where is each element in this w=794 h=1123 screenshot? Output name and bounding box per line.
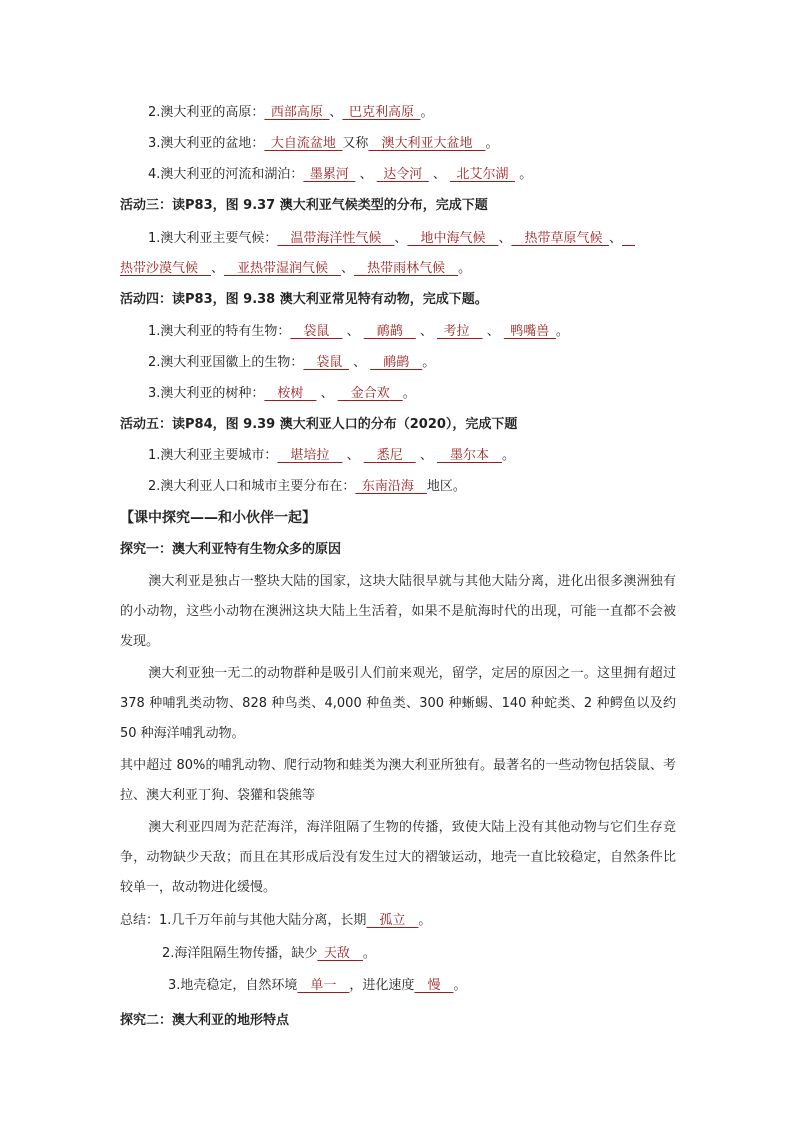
blank-emblem-kangaroo: 袋鼠 (316, 355, 343, 370)
activity4-title: 活动四：读P83，图 9.38 澳大利亚常见特有动物，完成下题。 (120, 292, 488, 307)
blank-great-artesian-basin: 大自流盆地 (270, 136, 336, 151)
basin-line: 3.澳大利亚的盆地： 大自流盆地 又称 澳大利亚大盆地 。 (148, 136, 499, 151)
explore1-paragraph-1: 澳大利亚是独占一整块大陆的国家，这块大陆很早就与其他大陆分离，进化出很多澳洲独有的小动物，这些小动物在澳洲这块大陆上生活着，如果不是航海时代的出现，可能一直都不会被发现。 (120, 574, 676, 649)
section-title: 【课中探究——和小伙伴一起】 (120, 510, 316, 526)
explore1-paragraph-4: 澳大利亚四周为茫茫海洋，海洋阻隔了生物的传播，致使大陆上没有其他动物与它们生存竞争，动物缺少天敌；而且在其形成后没有发生过大的褶皱运动，地壳一直比较稳定，自然条件比较单一，故动物进化缓慢。 (120, 820, 676, 895)
blank-climate-5: 亚热带湿润气候 (237, 261, 329, 276)
blank-emu: 鸸鹋 (376, 324, 403, 339)
blank-acacia: 金合欢 (350, 386, 390, 401)
emblem-line: 2.澳大利亚国徽上的生物： 袋鼠 、 鸸鹋 。 (148, 355, 436, 370)
rivers-line: 4.澳大利亚的河流和湖泊： 墨累河 、 达令河 、 北艾尔湖 。 (148, 167, 533, 182)
explore2-title: 探究二：澳大利亚的地形特点 (120, 1013, 290, 1028)
blank-sydney: 悉尼 (376, 448, 403, 463)
climate-line-1: 1.澳大利亚主要气候： 温带海洋性气候 、 地中海气候 、 热带草原气候 、 (148, 231, 622, 246)
blank-australian-basin: 澳大利亚大盆地 (381, 136, 473, 151)
blank-platypus: 鸭嘴兽 (510, 324, 550, 339)
trees-line: 3.澳大利亚的树种： 桉树 、 金合欢 。 (148, 386, 416, 401)
blank-emblem-emu: 鸸鹋 (383, 355, 410, 370)
blank-climate-6: 热带雨林气候 (367, 261, 446, 276)
cities-line: 1.澳大利亚主要城市： 堪培拉 、 悉尼 、 墨尔本 。 (148, 448, 516, 463)
plateau-line: 2.澳大利亚的高原： 西部高原 、 巴克利高原 。 (148, 105, 434, 120)
blank-melbourne: 墨尔本 (450, 448, 490, 463)
blank-slow: 慢 (427, 978, 441, 993)
blank-kangaroo: 袋鼠 (303, 324, 330, 339)
explore1-paragraph-3: 其中超过 80%的哺乳动物、爬行动物和蛙类为澳大利亚所独有。最著名的一些动物包括袋鼠、考拉、澳大利亚丁狗、袋獾和袋熊等 (120, 758, 676, 803)
blank-isolated: 孤立 (379, 913, 406, 928)
blank-climate-2: 地中海气候 (420, 231, 486, 246)
blank-canberra: 堪培拉 (290, 448, 330, 463)
blank-climate-3: 热带草原气候 (524, 231, 603, 246)
blank-southeast-coast: 东南沿海 (361, 479, 414, 494)
population-line: 2.澳大利亚人口和城市主要分布在： 东南沿海 地区。 (148, 479, 466, 494)
summary-line-2: 2.海洋阻隔生物传播，缺少 天敌 。 (162, 946, 376, 961)
activity5-title: 活动五：读P84，图 9.39 澳大利亚人口的分布（2020），完成下题 (120, 417, 518, 432)
summary-line-3: 3.地壳稳定，自然环境 单一 ，进化速度 慢 。 (168, 978, 467, 993)
blank-darling-river: 达令河 (383, 167, 423, 182)
blank-climate-1: 温带海洋性气候 (290, 231, 382, 246)
blank-barkly-plateau: 巴克利高原 (348, 105, 414, 120)
blank-single: 单一 (310, 978, 337, 993)
blank-koala: 考拉 (443, 324, 470, 339)
blank-eucalyptus: 桉树 (277, 386, 304, 401)
blank-western-plateau: 西部高原 (270, 105, 323, 120)
animals-line: 1.澳大利亚的特有生物： 袋鼠 、 鸸鹋 、 考拉 、 鸭嘴兽 。 (148, 324, 569, 339)
blank-murray-river: 墨累河 (309, 167, 349, 182)
blank-predators: 天敌 (323, 946, 350, 961)
activity3-title: 活动三：读P83，图 9.37 澳大利亚气候类型的分布，完成下题 (120, 198, 488, 213)
climate-line-2: 热带沙漠气候 、 亚热带湿润气候 、 热带雨林气候 。 (120, 261, 472, 276)
blank-lake-eyre: 北艾尔湖 (456, 167, 509, 182)
summary-line-1: 总结：1.几千万年前与其他大陆分离，长期 孤立 。 (120, 913, 432, 928)
blank-climate-4: 热带沙漠气候 (120, 261, 199, 276)
explore1-title: 探究一：澳大利亚特有生物众多的原因 (120, 542, 342, 557)
explore1-paragraph-2: 澳大利亚独一无二的动物群种是吸引人们前来观光，留学，定居的原因之一。这里拥有超过 378 种哺乳类动物、828 种鸟类、4,000 种鱼类、300 种蜥蜴、140 种蛇类、2 种鳄鱼以及约 50 种海洋哺乳动物。 (120, 666, 676, 741)
